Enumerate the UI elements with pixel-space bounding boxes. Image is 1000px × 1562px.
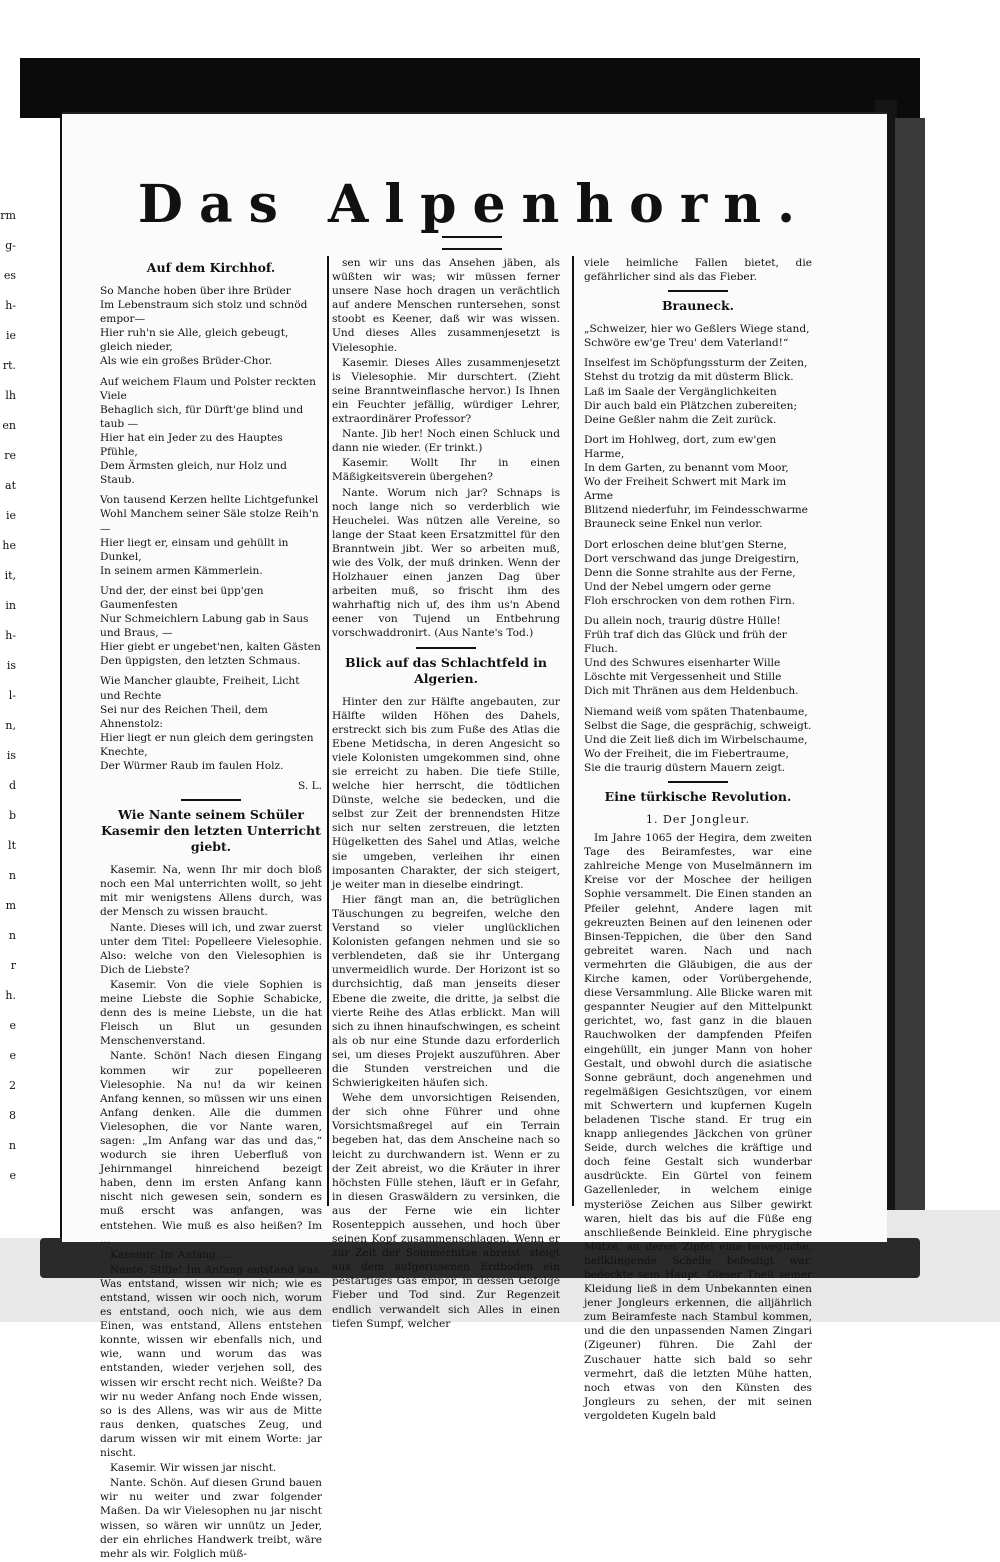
paragraph: Nante. Worum nich jar? Schnaps is noch lange nich so verderblich wie Heuchelei. Was nützen alle Vereine, so lange der Staat keen Ersatzmittel für den Branntwein jibt. Wer so arbeiten muß, wie des Volk, der muß drinken. Wenn der Holzhauer einen janzen Dag über arbeiten muß, so frischt ihm des wahrhaftig nich uf, des ihm us'n Abend eener von Tujend un Entbehrung vorschwaddronirt. (Aus Nante's Tod.) — [332, 486, 560, 640]
paragraph: viele heimliche Fallen bietet, die gefährlicher sind als das Fieber. — [584, 257, 812, 284]
article-title: Eine türkische Revolution. — [604, 789, 792, 804]
poem-line: Dort erloschen deine blut'gen Sterne, — [584, 538, 787, 551]
article-title: Wie Nante seinem Schüler Kasemir den letzten Unterricht giebt. — [101, 807, 321, 855]
poem-line: Laß im Saale der Vergänglichkeiten — [584, 385, 777, 398]
poem-line: Stehst du trotzig da mit düsterm Blick. — [584, 371, 794, 384]
stanza — [100, 584, 322, 669]
paragraph: Nante. Schön. Auf diesen Grund bauen wir nu weiter und zwar folgender Maßen. Da wir Vielesophen nu jar nischt wissen, so wären wir unnütz un Jeder, der ein ehrliches Handwerk treibt, wäre mehr als wir. Folglich müß- — [100, 1477, 322, 1560]
left-page-fragment: is — [6, 659, 16, 672]
poem-line: Im Lebenstraum sich stolz und schnöd empor— — [100, 299, 308, 326]
left-page-fragment: ie — [5, 509, 16, 522]
poem-line: Dem Ärmsten gleich, nur Holz und Staub. — [100, 460, 287, 487]
paragraph: Kasemir. Von die viele Sophien is meine Liebste die Sophie Schabicke, denn des is meine Liebste, un die hat Fleisch un Blut un gesunden Menschenverstand. — [100, 978, 322, 1048]
left-page-fragment: n — [8, 869, 16, 882]
poem-line: Brauneck seine Enkel nun verlor. — [584, 518, 763, 531]
poem-line: Denn die Sonne strahlte aus der Ferne, — [584, 566, 796, 579]
left-page-fragment: b — [8, 809, 16, 822]
left-page-fragment: m — [5, 899, 16, 912]
stanza — [100, 284, 322, 369]
left-page-fragment: n — [8, 1139, 16, 1152]
poem-line: Und der, der einst bei üpp'gen Gaumenfesten — [100, 584, 264, 611]
left-page-fragment: l- — [8, 689, 16, 702]
article-subtitle: 1. Der Jongleur. — [646, 813, 750, 826]
poem-line: Inselfest im Schöpfungssturm der Zeiten, — [584, 357, 808, 370]
paragraph: Hier fängt man an, die betrüglichen Täuschungen zu begreifen, welche den Verstand so vieler unglücklichen Kolonisten gefangen nehmen und sie so verblendeten, daß sie ihr Untergang unvermeidlich wurde. Der Horizont ist so durchsichtig, daß man jenseits dieser Ebene die zweite, die dritte, ja selbst die vierte Reihe des Atlas erblickt. Man will sich zu ihnen hinaufschwingen, es scheint als ob nur eine Stunde dazu erforderlich sei, um dieses Projekt auszuführen. Aber die Stunden verstreichen und die Schwierigkeiten häufen sich. — [332, 893, 560, 1090]
article-body — [332, 695, 560, 1331]
poem-line: In dem Garten, zu benannt vom Moor, — [584, 462, 789, 475]
article-body — [100, 863, 322, 1561]
poem-line: Sie die traurig düstern Mauern zeigt. — [584, 761, 786, 774]
poem-line: Hier giebt er ungebet'nen, kalten Gästen — [100, 641, 321, 654]
article-title: Blick auf das Schlachtfeld in Algerien. — [345, 654, 547, 686]
poem-line: In seinem armen Kämmerlein. — [100, 564, 263, 577]
poem-line: Deine Geßler nahm die Zeit zurück. — [584, 413, 777, 426]
poem-line: Blitzend niederfuhr, im Feindesschwarme — [584, 504, 808, 517]
left-page-fragment: it, — [4, 569, 16, 582]
poem-line: Selbst die Sage, die gesprächig, schweigt. — [584, 719, 812, 732]
stanza — [584, 614, 812, 699]
left-page-fragment: 8 — [9, 1109, 16, 1122]
left-page-fragment: h- — [5, 629, 16, 642]
column-3 — [584, 256, 812, 1424]
poem-line: Der Würmer Raub im faulen Holz. — [100, 760, 284, 772]
separator — [416, 647, 476, 649]
column-rule — [572, 256, 574, 1206]
poem-line: Hier hat ein Jeder zu des Hauptes Pfühle, — [100, 431, 283, 459]
left-page-fragment: n, — [5, 719, 16, 732]
paragraph: Nante. Jib her! Noch einen Schluck und dann nie wieder. (Er trinkt.) — [332, 428, 560, 455]
poem-line: „Schweizer, hier wo Geßlers Wiege stand, — [584, 323, 810, 336]
poem-line: Floh erschrocken von dem rothen Firn. — [584, 594, 796, 607]
poem-line: Hier liegt er, einsam und gehüllt in Dunkel, — [100, 536, 289, 563]
poem-line: Nur Schmeichlern Labung gab in Saus und Braus, — — [100, 613, 309, 640]
left-page-fragment: rm — [0, 209, 16, 222]
poem-line: Wohl Manchem seiner Säle stolze Reih'n — — [100, 508, 319, 535]
paragraph: Nante. Dieses will ich, und zwar zuerst unter dem Titel: Popelleere Vielesophie. Also: welche von den Vielesophien is Dich de Liebste? — [100, 921, 322, 976]
left-page-fragment: ie — [5, 329, 16, 342]
paragraph: sen wir uns das Ansehen jäben, als wüßten wir was; wir müssen ferner unsere Nase hoch dragen un verächtlich auf andere Menschen runtersehen, sonst stoobt es Keener, daß wir was wissen. Und dieses Alles zusammenjesetzt is Vielesophie. — [332, 257, 560, 354]
poem-line: Und die Zeit ließ dich im Wirbelschaume, — [584, 733, 808, 746]
column-rule — [327, 256, 329, 1206]
poem-line: Dir auch bald ein Plätzchen zubereiten; — [584, 399, 798, 412]
poem-line: Wo der Freiheit, die im Fiebertraume, — [584, 747, 789, 760]
left-page-edge — [0, 118, 63, 1238]
poem-line: Sei nur des Reichen Theil, dem Ahnenstolz: — [100, 703, 268, 730]
separator — [668, 290, 728, 292]
left-page-fragment: 2 — [9, 1079, 16, 1092]
paragraph: Kasemir. Wollt Ihr in einen Mäßigkeitsverein übergehen? — [332, 457, 560, 484]
separator — [181, 799, 241, 801]
left-page-fragment: is — [6, 749, 16, 762]
separator — [668, 781, 728, 783]
poem-line: Dort im Hohlweg, dort, zum ew'gen Harme, — [584, 433, 777, 460]
masthead-ornament — [442, 236, 502, 250]
article-title: Brauneck. — [661, 298, 734, 314]
paragraph: Kasemir. Wir wissen jar nischt. — [110, 1462, 277, 1475]
poem-line: Dich mit Thränen aus dem Heldenbuch. — [584, 685, 799, 698]
stanza — [100, 674, 322, 773]
stanza — [584, 538, 812, 608]
column-2 — [332, 256, 560, 1332]
scan-dark-top — [20, 58, 920, 118]
poem-line: Und des Schwures eisenharter Wille — [584, 657, 781, 670]
article-title: Auf dem Kirchhof. — [146, 260, 276, 275]
left-page-fragment: h. — [5, 989, 16, 1002]
left-page-fragment: he — [2, 539, 16, 552]
poem-line: Hier liegt er nun gleich dem geringsten Knechte, — [100, 731, 314, 758]
left-page-fragment: g- — [5, 239, 16, 252]
left-page-fragment: r — [10, 959, 16, 972]
poem-line: Schwöre ew'ge Treu' dem Vaterland!“ — [584, 337, 789, 350]
poem-line: Löschte mit Vergessenheit und Stille — [584, 671, 782, 684]
paragraph: Nante. Stille! Im Anfang entstand was. Was entstand, wissen wir nich; wie es entstand, wissen wir ooch nich, worum es entstand, ooch nich, wie aus dem Einen, was entstand, Allens entstehen konnte, wissen wir ebenfalls nich, und wie, wann und worum das was entstanden, wieder verjehen soll, des wissen wir erscht recht nich. Weißte? Da wir nu weder Anfang noch Ende wissen, so is des Allens, was wir aus de Mitte raus denken, quatsches Zeug, und darum wissen wir mit einem Worte: jar nischt. — [100, 1263, 322, 1460]
left-page-fragment: lt — [8, 839, 16, 852]
left-page-fragment: d — [8, 779, 16, 792]
poem-line: Von tausend Kerzen hellte Lichtgefunkel — [100, 494, 319, 507]
left-page-fragment: lh — [5, 389, 16, 402]
left-page-fragment: in — [5, 599, 16, 612]
left-page-fragment: rt. — [2, 359, 16, 372]
poem-line: Hier ruh'n sie Alle, gleich gebeugt, gleich nieder, — [100, 327, 289, 354]
left-page-fragment: e — [9, 1049, 16, 1062]
left-page-fragment: n — [8, 929, 16, 942]
poem-line: Früh traf dich das Glück und früh der Fluch. — [584, 629, 787, 656]
poem-line: So Manche hoben über ihre Brüder — [100, 285, 291, 297]
paragraph: Hinter den zur Hälfte angebauten, zur Hälfte wilden Höhen des Dahels, erstreckt sich bis zum Fuße des Atlas die Ebene Metidscha, in deren Angesicht so viele Kolonisten umgekommen sind, ohne sie erreicht zu haben. Die tiefe Stille, welche hier herrscht, die tödtlichen Dünste, welche sie bedecken, und die selbst zur Zeit der brennendsten Hitze sich nur selten zerstreuen, die letzten Hügelketten des Sahel und Atlas, welche sie umgeben, verleihen ihr einen imposanten Charakter, der sich steigert, je weiter man in dieselbe eindringt. — [332, 695, 560, 891]
stanza — [584, 705, 812, 775]
left-page-fragment: re — [4, 449, 16, 462]
article-body — [332, 256, 560, 641]
poem-line: Den üppigsten, den letzten Schmaus. — [100, 655, 301, 668]
paragraph: Kasemir. Dieses Alles zusammenjesetzt is Vielesophie. Mir durschtert. (Zieht seine Branntweinflasche hervor.) Is Ihnen ein Feuchter jefällig, würdiger Lehrer, extraordinärer Professor? — [332, 356, 560, 426]
poem-line: Als wie ein großes Brüder-Chor. — [100, 355, 273, 368]
left-page-fragment: e — [9, 1019, 16, 1032]
poem-line: Niemand weiß vom späten Thatenbaume, — [584, 705, 808, 718]
left-page-fragment: h- — [5, 299, 16, 312]
poem-line: Behaglich sich, für Dürft'ge blind und taub — — [100, 403, 304, 430]
poem-line: Wie Mancher glaubte, Freiheit, Licht und Rechte — [100, 675, 300, 702]
stanza — [584, 322, 812, 350]
poem-line: Du allein noch, traurig düstre Hülle! — [584, 614, 781, 627]
poem-line: Wo der Freiheit Schwert mit Mark im Arme — [584, 476, 787, 503]
stanza — [584, 433, 812, 532]
paragraph: Nante. Schön! Nach diesen Eingang kommen wir zur popelleeren Vielesophie. Na nu! da wir keinen Anfang kennen, so müssen wir uns einen Anfang denken. Alle die dummen Vielesophen, die vor Nante waren, sagen: „Im Anfang war das und das,“ wodurch sie ihren Ueberfluß von Jehirnmangel hinreichend bezeigt haben, denn im ersten Anfang kann nischt nich gewesen sein, sondern es muß erscht was anfangen, was entstehen. Wie muß es also heißen? Im ... — [100, 1050, 322, 1246]
column-1 — [100, 256, 322, 1562]
newspaper-page — [62, 112, 887, 1560]
stanza — [100, 493, 322, 578]
stanza — [584, 356, 812, 426]
poem-line: Auf weichem Flaum und Polster reckten Viele — [100, 375, 316, 402]
poem — [100, 284, 322, 773]
article-body — [584, 831, 812, 1423]
left-page-fragment: en — [2, 419, 16, 432]
poem — [584, 322, 812, 775]
signature: S. L. — [297, 780, 322, 793]
scan-book-edge — [895, 118, 925, 1248]
poem-line: Dort verschwand das junge Dreigestirn, — [584, 552, 800, 565]
left-page-fragment: es — [3, 269, 16, 282]
paragraph: Kasemir. Na, wenn Ihr mir doch bloß noch een Mal unterrichten wollt, so jeht mit mir wenigstens Allens durch, was der Mensch zu wissen braucht. — [100, 864, 322, 919]
paragraph: Wehe dem unvorsichtigen Reisenden, der sich ohne Führer und ohne Vorsichtsmaßregel auf ein Terrain begeben hat, das dem Anscheine nach so leicht zu durchwandern ist. Wenn er zu der Zeit abreist, wo die Kräuter in ihrer höchsten Fülle stehen, läuft er in Gefahr, in diesen Graswäldern zu versinken, die aus der Ferne wie ein lichter Rosenteppich aussehen, und hoch über seinen Kopf zusammenschlagen. Wenn er zur Zeit der Sommerhitze abreist, steigt aus dem aufgerissenen Erdboden ein pestartiges Gas empor, in dessen Gefolge Fieber und Tod sind. Zur Regenzeit endlich verwandelt sich Alles in einen tiefen Sumpf, welcher — [332, 1092, 560, 1330]
left-page-fragment: e — [9, 1169, 16, 1182]
stanza — [100, 375, 322, 488]
paragraph: Kasemir. Im Anfang .... — [110, 1248, 233, 1261]
paragraph: Im Jahre 1065 der Hegira, dem zweiten Tage des Beiramfestes, war eine zahlreiche Menge von Muselmännern im Kreise vor der Moschee der heiligen Sophie versammelt. Die Einen standen an Pfeiler gelehnt, Andere lagen mit gekreuzten Beinen auf den leinenen oder Binsen-Teppichen, die über den Sand gebreitet waren. Nach und nach vermehrten die Gläubigen, die aus der Kirche kamen, oder Vorübergehende, diese Versammlung. Alle Blicke waren mit gespannter Neugier auf den Mittelpunkt gerichtet, wo, fast ganz in die blauen Rauchwolken der dampfenden Pfeifen eingehüllt, ein junger Mann von hoher Gestalt, und obwohl durch die asiatische Sonne gebräunt, doch angenehmen und regelmäßigen Gesichtszügen, vor einem mit Schwertern und kupfernen Kugeln beladenen Tische stand. Er trug ein knapp anliegendes Jäckchen von grüner Seide, durch welches die kräftige und doch feine Gestalt sich wunderbar ausdrückte. Ein Gürtel von feinem Gazellenleder, in welchem einige mysteriöse Zeichen aus Silber gewirkt waren, hielt das bis auf die Füße eng anschließende Beinkleid. Eine phrygische Mütze, an deren Zipfel eine bewegliche, hellklingende Schelle befestigt war, bedeckte sein Haupt. Dieser Theil seiner Kleidung ließ in dem Unbekannten einen jener Jongleurs erkennen, die alljährlich zum Beiramfeste nach Stambul kommen, und die den unpassenden Namen Zingari (Zigeuner) führen. Die Zahl der Zuschauer hatte sich bald so sehr vermehrt, daß die letzten Mühe hatten, noch etwas von den Künsten des Jongleurs zu sehen, der mit seinen vergoldeten Kugeln bald — [584, 832, 812, 1422]
poem-line: Und der Nebel umgern oder gerne — [584, 580, 771, 593]
masthead-title: Das Alpenhorn. — [137, 174, 812, 235]
left-page-fragment: at — [5, 479, 16, 492]
